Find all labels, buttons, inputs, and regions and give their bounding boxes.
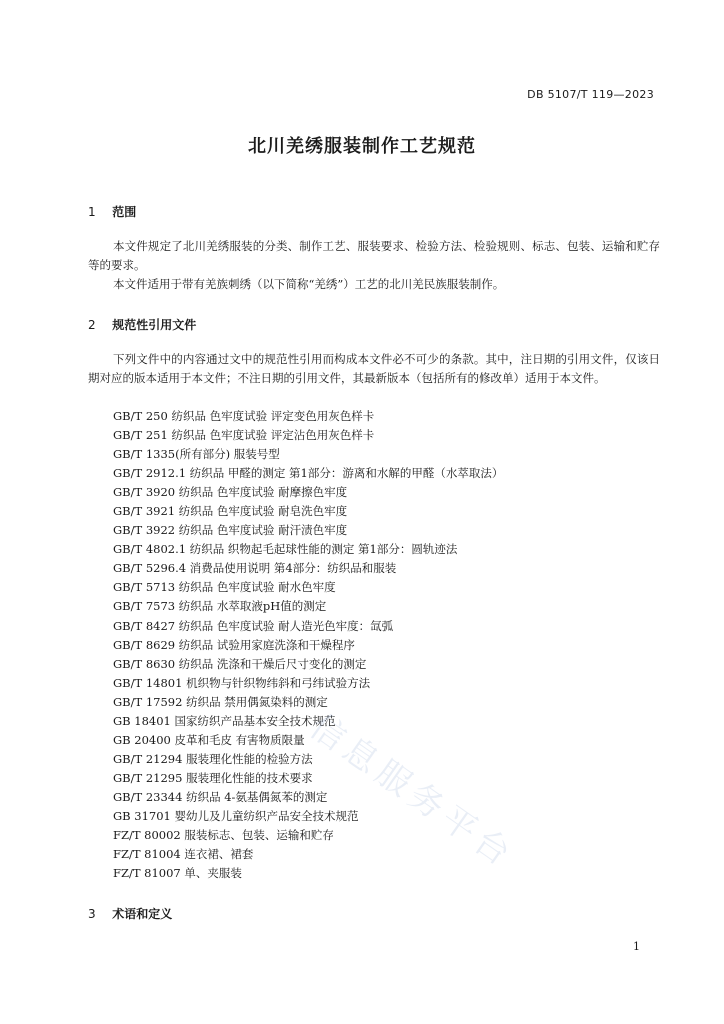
reference-item: GB/T 17592 纺织品 禁用偶氮染料的测定 [113,694,328,709]
section-title: 范围 [112,205,137,219]
reference-item: GB/T 3921 纺织品 色牢度试验 耐皂洗色牢度 [113,504,348,519]
reference-item: GB/T 14801 机织物与针织物纬斜和弓纬试验方法 [113,675,371,690]
scope-paragraph-1: 本文件规定了北川羌绣服装的分类、制作工艺、服装要求、检验方法、检验规则、标志、包装、运输和贮存等的要求。 [88,239,660,272]
document-id: DB 5107/T 119—2023 [527,88,654,101]
page-title: 北川羌绣服装制作工艺规范 [248,136,476,157]
section-1-heading [88,203,136,220]
reference-item: GB/T 5296.4 消费品使用说明 第4部分：纺织品和服装 [113,561,397,576]
section-number: 3 [88,907,96,921]
reference-item: FZ/T 81004 连衣裙、裙套 [113,847,254,862]
reference-list [113,407,503,883]
section-number: 2 [88,318,96,332]
reference-item: GB/T 7573 纺织品 水萃取液pH值的测定 [113,599,327,614]
page-number: 1 [633,940,640,953]
reference-item: GB 20400 皮革和毛皮 有害物质限量 [113,732,305,747]
reference-item: GB/T 251 纺织品 色牢度试验 评定沾色用灰色样卡 [113,428,375,443]
section-2-heading [88,316,196,333]
reference-item: GB/T 21295 服装理化性能的技术要求 [113,770,313,785]
reference-item: GB/T 8629 纺织品 试验用家庭洗涤和干燥程序 [113,637,355,652]
reference-item: GB/T 3922 纺织品 色牢度试验 耐汗渍色牢度 [113,523,348,538]
reference-item: GB 18401 国家纺织产品基本安全技术规范 [113,713,336,728]
watermark: 信息服务平台 [302,706,523,877]
reference-item: GB/T 5713 纺织品 色牢度试验 耐水色牢度 [113,580,336,595]
reference-item: GB/T 3920 纺织品 色牢度试验 耐摩擦色牢度 [113,485,348,500]
reference-item: GB/T 250 纺织品 色牢度试验 评定变色用灰色样卡 [113,409,375,423]
section-3-heading [88,905,172,922]
reference-item: FZ/T 81007 单、夹服装 [113,866,242,881]
section-number: 1 [88,205,96,219]
section-title: 术语和定义 [112,907,173,921]
reference-item: GB 31701 婴幼儿及儿童纺织产品安全技术规范 [113,808,359,823]
reference-item: GB/T 21294 服装理化性能的检验方法 [113,751,313,766]
reference-item: GB/T 8427 纺织品 色牢度试验 耐人造光色牢度：氙弧 [113,618,394,633]
scope-paragraph-2: 本文件适用于带有羌族刺绣（以下简称“羌绣”）工艺的北川羌民族服装制作。 [113,277,505,291]
reference-item: GB/T 23344 纺织品 4-氨基偶氮苯的测定 [113,789,328,804]
reference-item: GB/T 4802.1 纺织品 织物起毛起球性能的测定 第1部分：圆轨迹法 [113,542,458,557]
reference-item: GB/T 1335(所有部分) 服装号型 [113,447,280,462]
reference-item: GB/T 8630 纺织品 洗涤和干燥后尺寸变化的测定 [113,656,367,671]
normative-intro: 下列文件中的内容通过文中的规范性引用而构成本文件必不可少的条款。其中，注日期的引用文件，仅该日期对应的版本适用于本文件；不注日期的引用文件，其最新版本（包括所有的修改单）适用于本文件。 [88,352,660,385]
section-title: 规范性引用文件 [112,318,197,332]
reference-item: FZ/T 80002 服装标志、包装、运输和贮存 [113,828,334,843]
reference-item: GB/T 2912.1 纺织品 甲醛的测定 第1部分：游离和水解的甲醛（水萃取法） [113,466,504,481]
